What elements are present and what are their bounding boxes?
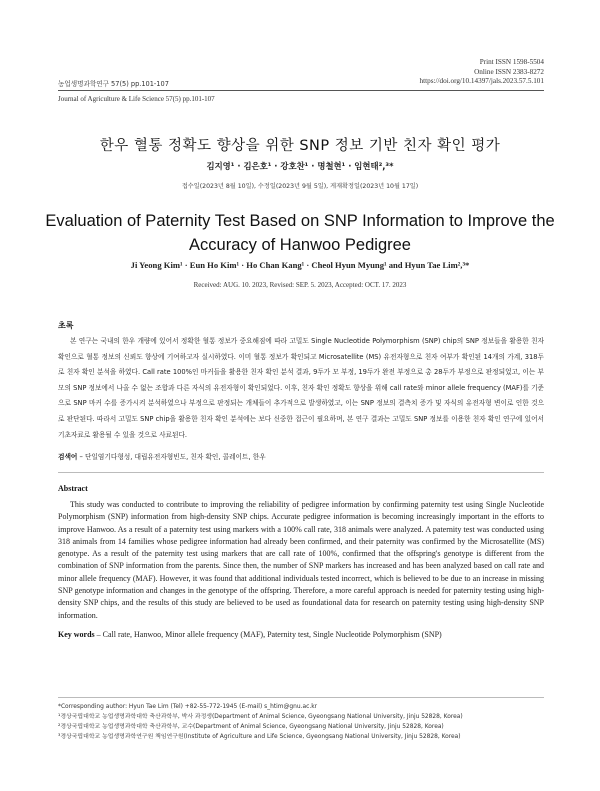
title-english: Evaluation of Paternity Test Based on SNP Information to Improve the Accuracy of Hanwoo Pedigree: [45, 212, 555, 254]
footnote-affiliation-3: ³경상국립대학교 농업생명과학연구원 책임연구원(Institute of Agriculture and Life Science, Gyeongsang National University, Jinju 52828, Korea): [58, 734, 461, 740]
online-issn: Online ISSN 2383-8272: [474, 67, 544, 76]
authors-english: Ji Yeong Kim¹ · Eun Ho Kim¹ · Ho Chan Kang¹ · Cheol Hyun Myung¹ and Hyun Tae Lim²,³*: [130, 260, 470, 270]
keywords-korean-label: 검색어: [58, 453, 78, 461]
keywords-english-list: Call rate, Hanwoo, Minor allele frequency (MAF), Paternity test, Single Nucleotide Polymorphism (SNP): [102, 630, 442, 639]
abstract-korean-heading: 초록: [58, 321, 74, 330]
dates-korean: 접수일(2023년 8월 10일), 수정일(2023년 9월 5일), 게재확정일(2023년 10월 17일): [181, 183, 419, 190]
doi-link[interactable]: https://doi.org/10.14397/jals.2023.57.5.101: [419, 77, 544, 85]
section-divider: [58, 472, 544, 473]
title-korean: 한우 혈통 정확도 향상을 위한 SNP 정보 기반 친자 확인 평가: [99, 138, 501, 154]
keywords-separator: –: [96, 630, 103, 639]
abstract-english-text: This study was conducted to contribute to improving the reliability of pedigree information by confirming paternity test using Single Nucleotide Polymorphism (SNP) information from high-density SNP chips. Accurate pedigree information is becoming increasingly important in the efforts to improve Hanwoo. As a result of a paternity test using markers with a 100% call rate, 318 animals were analyzed. A paternity test was conducted using 318 animals from 14 families whose pedigree information had already been confirmed, and their paternity was confirmed by the Microsatellite (MS) genotype. As a result of the paternity test using markers that are call rate of 100%, confirmed that the offspring's genotype is different from the combination of SNP information from the parents. Since then, the number of SNP markers has increased and has been analyzed based on call rate and minor allele frequency (MAF). However, it was found that additional individuals tested incorrect, which is believed to be due to an increase in missing SNP genotype information and changes in the genotype of the offspring. Therefore, a more careful approach is needed for paternity testing using high-density SNP chips, and the results of this study are believed to be used as foundational data for research on paternity testing using high-density SNP information.: [58, 500, 544, 620]
footnote-affiliation-2: ²경상국립대학교 농업생명과학대학 축산과학부, 교수(Department of Animal Science, Gyeongsang National University, Jinju 52828, Korea): [58, 724, 444, 730]
authors-korean: 김지영¹ · 김은호¹ · 강호찬¹ · 명철현¹ · 임현태²,³*: [206, 161, 394, 171]
print-issn: Print ISSN 1598-5504: [479, 58, 544, 66]
journal-name-korean: 농업생명과학연구 57(5) pp.101-107: [58, 80, 169, 88]
keywords-korean-list: 단일염기다형성, 대립유전자형빈도, 친자 확인, 콜레이트, 한우: [85, 453, 266, 461]
keywords-korean: [58, 451, 544, 461]
footnote-corresponding: *Corresponding author: Hyun Tae Lim (Tel) +82-55-772-1945 (E-mail) s_htim@gnu.ac.kr: [58, 704, 318, 710]
keywords-english-label: Key words: [58, 630, 95, 639]
footnote-divider: [58, 697, 544, 698]
header-rule: [58, 90, 544, 91]
journal-name-english: Journal of Agriculture & Life Science 57(5) pp.101-107: [58, 95, 215, 103]
abstract-korean-text: 본 연구는 국내의 한우 개량에 있어서 정확한 혈통 정보가 중요해짐에 따라 고밀도 Single Nucleotide Polymorphism (SNP) chip의 SNP 정보들을 활용한 친자 확인으로 혈통 정보의 신뢰도 향상에 기여하고자 실시하였다. 이미 혈통 정보가 확인되고 Microsatellite (MS) 유전자형으로 친자 여부가 확인된 14개의 가계, 318두로 친자 확인 분석을 하였다. Call rate 100%인 마커들을 활용한 친자 확인 분석 결과, 9두가 모 부정, 19두가 완전 부정으로 총 28두가 부정으로 판정되었고, 이는 부모의 SNP 정보에서 나올 수 없는 조합과 다른 자식의 유전자형이 확인되었다. 이후, 친자 확인 정확도 향상을 위해 call rate와 minor allele frequency (MAF)를 기준으로 SNP 마커 수를 증가시켜 분석하였으나 부정으로 판정되는 개체들이 추가적으로 발생하였고, 이는 SNP 정보의 결측치 증가 및 자식의 유전자형 변이로 인한 것으로 판단된다. 따라서 고밀도 SNP chip을 활용한 친자 확인 분석에는 보다 신중한 접근이 필요하며, 본 연구 결과는 고밀도 SNP 정보를 이용한 친자 확인 연구에 있어서 기초자료로 활용될 수 있을 것으로 사료된다.: [58, 337, 544, 439]
abstract-english-heading: Abstract: [58, 484, 88, 493]
keywords-separator: –: [79, 453, 86, 461]
keywords-english: [58, 630, 544, 639]
dates-english: Received: AUG. 10. 2023, Revised: SEP. 5. 2023, Accepted: OCT. 17. 2023: [193, 281, 407, 289]
issn-block: [420, 58, 544, 87]
footnote-affiliation-1: ¹경상국립대학교 농업생명과학대학 축산과학부, 박사 과정생(Department of Animal Science, Gyeongsang National University, Jinju 52828, Korea): [58, 714, 463, 720]
footnotes: [58, 702, 544, 742]
